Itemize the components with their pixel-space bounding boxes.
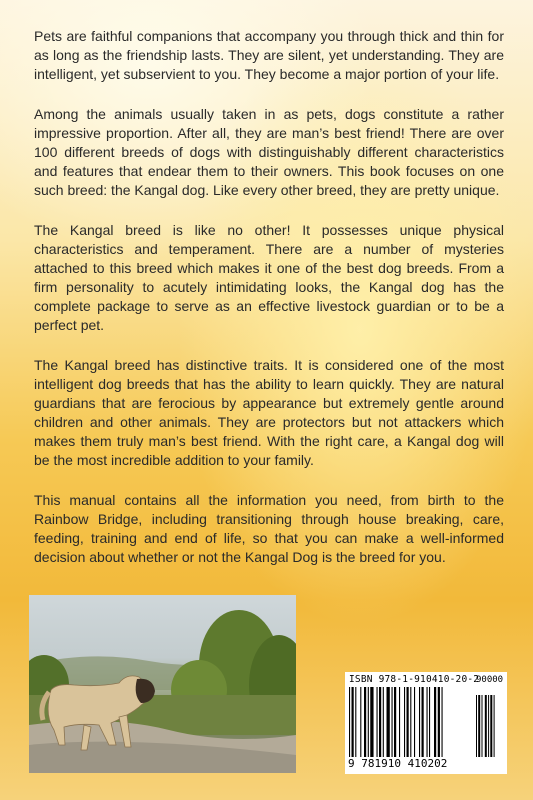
paragraph-1: Pets are faithful companions that accompany you through thick and thin for as long as the friendship lasts. They are silent, yet understanding. They are intelligent, yet subservient to you. They become a major portion of your life.	[34, 28, 504, 82]
barcode-number: 9 781910 410202	[348, 757, 448, 770]
paragraph-2: Among the animals usually taken in as pets, dogs constitute a rather impressive proportion. After all, they are man’s best friend! There are over 100 different breeds of dogs with distinguishably different characteristics and features that endear them to their owners. This book focuses on one such breed: the Kangal dog. Like every other breed, they are pretty unique.	[34, 106, 504, 198]
blurb	[34, 27, 504, 588]
barcode-bars	[349, 687, 473, 757]
barcode-addon-bars	[476, 687, 504, 757]
paragraph-3: The Kangal breed is like no other! It possesses unique physical characteristics and temperament. There are a number of mysteries attached to this breed which makes it one of the best dog breeds. From a firm personality to acutely intimidating looks, the Kangal dog has the complete package to serve as an effective livestock guardian or to be a perfect pet.	[34, 222, 504, 333]
paragraph-4: The Kangal breed has distinctive traits. It is considered one of the most intelligent dog breeds that has the ability to learn quickly. They are natural guardians that are ferocious by appearance but extremely gentle around children and other animals. They are protectors but not attackers which makes them truly man’s best friend. With the right care, a Kangal dog will be the most incredible addition to your family.	[34, 357, 504, 468]
kangal-dog-photo	[29, 595, 296, 773]
price-code: 90000	[476, 675, 504, 685]
isbn-barcode	[345, 672, 507, 774]
paragraph-5: This manual contains all the information you need, from birth to the Rainbow Bridge, including transitioning through house breaking, care, feeding, training and end of life, so that you can make a well-informed decision about whether or not the Kangal Dog is the breed for you.	[34, 492, 504, 565]
isbn-label: ISBN 978-1-910410-20-2	[349, 674, 480, 685]
